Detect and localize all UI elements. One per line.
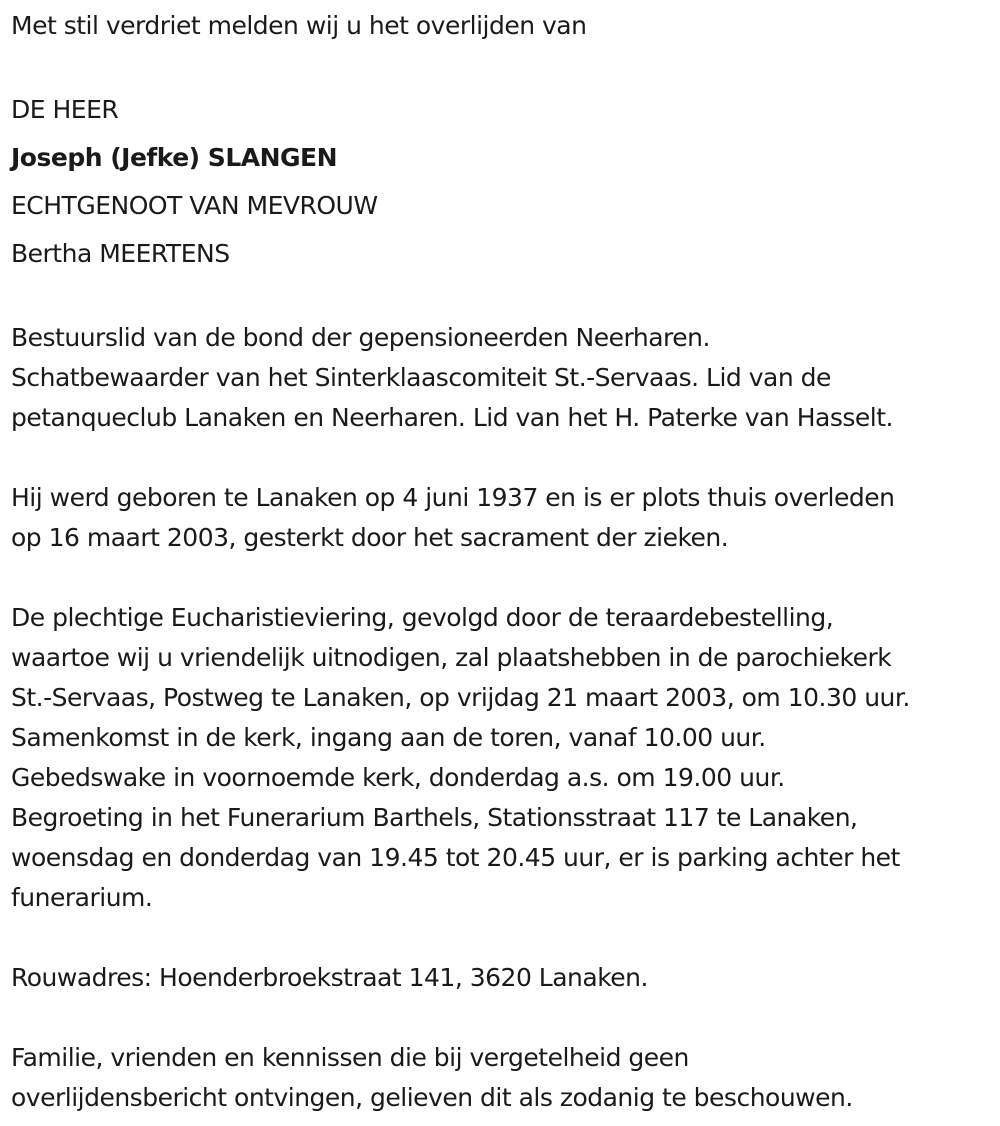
ceremony-line: Samenkomst in de kerk, ingang aan de toren, vanaf 10.00 uur. — [11, 723, 766, 752]
ceremony-line: woensdag en donderdag van 19.45 tot 20.45 uur, er is parking achter het — [11, 843, 900, 872]
roles-line: Schatbewaarder van het Sinterklaascomiteit St.-Servaas. Lid van de — [11, 363, 831, 392]
mourning-address: Rouwadres: Hoenderbroekstraat 141, 3620 Lanaken. — [11, 963, 648, 992]
spacer — [11, 46, 996, 86]
ceremony-line: Begroeting in het Funerarium Barthels, Stationsstraat 117 te Lanaken, — [11, 803, 858, 832]
closing-line: Familie, vrienden en kennissen die bij vergetelheid geen — [11, 1043, 689, 1072]
deceased-name: Joseph (Jefke) SLANGEN — [11, 143, 338, 172]
ceremony-line: funerarium. — [11, 883, 153, 912]
biography-line: op 16 maart 2003, gesterkt door het sacrament der zieken. — [11, 523, 729, 552]
ceremony-line: De plechtige Eucharistieviering, gevolgd door de teraardebestelling, — [11, 603, 834, 632]
spacer — [11, 438, 996, 478]
death-notice — [11, 6, 996, 1118]
ceremony-line: St.-Servaas, Postweg te Lanaken, op vrijdag 21 maart 2003, om 10.30 uur. — [11, 683, 910, 712]
roles-line: Bestuurslid van de bond der gepensioneerden Neerharen. — [11, 323, 710, 352]
spacer — [11, 278, 996, 318]
closing-line: overlijdensbericht ontvingen, gelieven dit als zodanig te beschouwen. — [11, 1083, 853, 1112]
spouse-name: Bertha MEERTENS — [11, 239, 230, 268]
spacer — [11, 558, 996, 598]
roles-line: petanqueclub Lanaken en Neerharen. Lid van het H. Paterke van Hasselt. — [11, 403, 893, 432]
deceased-title: DE HEER — [11, 95, 119, 124]
biography-line: Hij werd geboren te Lanaken op 4 juni 1937 en is er plots thuis overleden — [11, 483, 895, 512]
ceremony-line: Gebedswake in voornoemde kerk, donderdag a.s. om 19.00 uur. — [11, 763, 785, 792]
ceremony-line: waartoe wij u vriendelijk uitnodigen, zal plaatshebben in de parochiekerk — [11, 643, 892, 672]
intro-text: Met stil verdriet melden wij u het overlijden van — [11, 11, 587, 40]
spacer — [11, 918, 996, 958]
spacer — [11, 998, 996, 1038]
spouse-relation: ECHTGENOOT VAN MEVROUW — [11, 191, 378, 220]
